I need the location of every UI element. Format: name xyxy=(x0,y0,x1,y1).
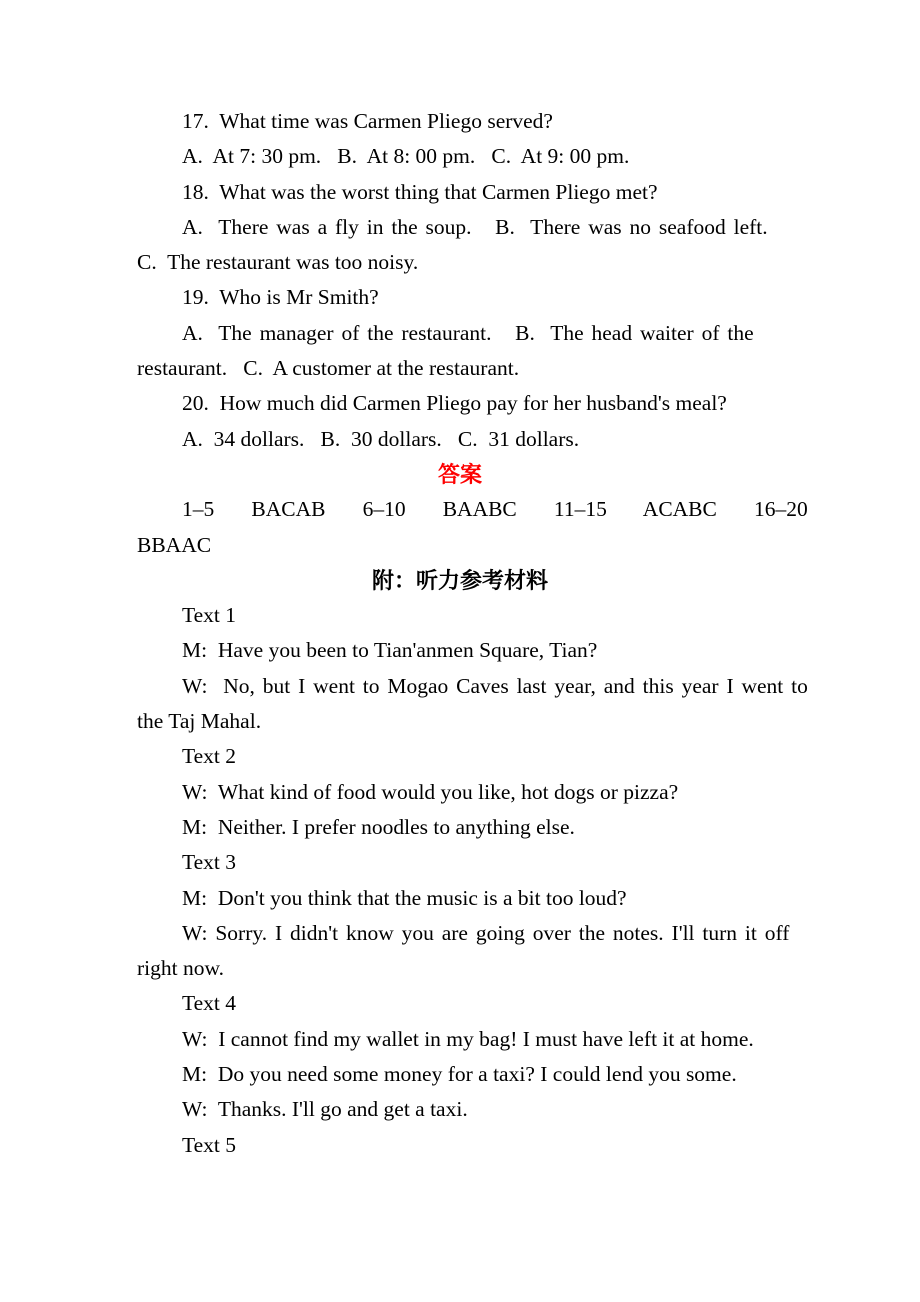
question-18-stem: 18. What was the worst thing that Carmen Pliego met? xyxy=(182,179,658,204)
question-17-stem: 17. What time was Carmen Pliego served? xyxy=(182,109,553,133)
text3-man-line: M: Don't you think that the music is a bit too loud? xyxy=(182,885,627,910)
text4-woman-line1: W: I cannot find my wallet in my bag! I must have left it at home. xyxy=(182,1026,754,1051)
question-18-options-line2: C. The restaurant was too noisy. xyxy=(137,250,419,275)
text1-woman-line1: W: No, but I went to Mogao Caves last year, and this year I went to xyxy=(182,673,808,698)
text1-woman-line2: the Taj Mahal. xyxy=(137,709,262,734)
question-20-options: A. 34 dollars. B. 30 dollars. C. 31 dollars. xyxy=(182,426,580,451)
question-19-options-line1: A. The manager of the restaurant. B. The head waiter of the xyxy=(182,320,754,345)
text3-woman-line2: right now. xyxy=(137,956,224,981)
text2-woman-line: W: What kind of food would you like, hot dogs or pizza? xyxy=(182,779,679,804)
answer-key-line2: BBAAC xyxy=(137,532,212,557)
answer-key-line1: 1–5 BACAB 6–10 BAABC 11–15 ACABC 16–20 xyxy=(182,497,808,522)
question-19-options-line2: restaurant. C. A customer at the restaurant. xyxy=(137,356,520,381)
question-17-options: A. At 7: 30 pm. B. At 8: 00 pm. C. At 9: 00 pm. xyxy=(182,144,630,169)
text4-man-line: M: Do you need some money for a taxi? I could lend you some. xyxy=(182,1062,737,1087)
text2-man-line: M: Neither. I prefer noodles to anything else. xyxy=(182,814,575,839)
text2-label: Text 2 xyxy=(182,744,237,769)
text4-label: Text 4 xyxy=(182,991,237,1016)
text4-woman-line2: W: Thanks. I'll go and get a taxi. xyxy=(182,1097,468,1122)
text3-label: Text 3 xyxy=(182,850,237,875)
answers-heading: 答案 xyxy=(437,461,482,487)
text3-woman-line1: W: Sorry. I didn't know you are going over the notes. I'll turn it off xyxy=(182,920,790,945)
question-20-stem: 20. How much did Carmen Pliego pay for her husband's meal? xyxy=(182,391,727,416)
text1-man-line: M: Have you been to Tian'anmen Square, Tian? xyxy=(182,638,598,663)
text5-label: Text 5 xyxy=(182,1132,237,1157)
listening-materials-heading: 附：听力参考材料 xyxy=(371,567,548,593)
question-19-stem: 19. Who is Mr Smith? xyxy=(182,285,379,310)
text1-label: Text 1 xyxy=(182,603,237,628)
question-18-options-line1: A. There was a fly in the soup. B. There was no seafood left. xyxy=(182,214,768,239)
